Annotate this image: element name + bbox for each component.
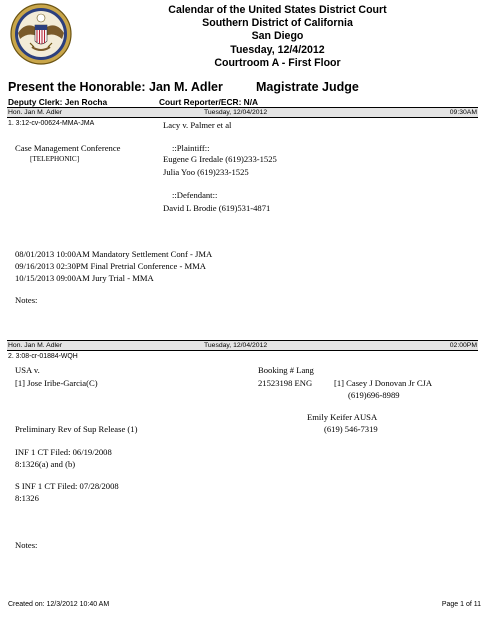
case-time: 02:00PM (449, 342, 477, 349)
district-name: Southern District of California (202, 17, 353, 29)
court-city: San Diego (251, 30, 304, 42)
courtroom: Courtroom A - First Floor (214, 57, 341, 69)
schedule-entry: 10/15/2013 09:00AM Jury Trial - MMA (15, 273, 154, 283)
case-judge: Hon. Jan M. Adler (8, 342, 63, 349)
case-header-bar (7, 107, 478, 117)
defendant-attorney: David L Brodie (619)531-4871 (163, 203, 271, 213)
calendar-title: Calendar of the United States District Court (168, 4, 387, 16)
prosecutor-phone: (619) 546-7319 (324, 424, 378, 434)
case-caption: USA v. (15, 365, 40, 375)
proceeding-mode: [TELEPHONIC] (30, 155, 80, 163)
defense-phone: (619)696-8989 (348, 390, 400, 400)
judge-title: Magistrate Judge (256, 80, 359, 94)
court-reporter: Court Reporter/ECR: N/A (159, 97, 259, 107)
divider (7, 117, 478, 118)
case-judge: Hon. Jan M. Adler (8, 109, 63, 116)
case-number: 1. 3:12-cv-00624-MMA-JMA (8, 120, 95, 127)
plaintiff-heading: ::Plaintiff:: (172, 143, 210, 153)
schedule-entry: 09/16/2013 02:30PM Final Pretrial Conference - MMA (15, 261, 206, 271)
divider (7, 350, 478, 351)
case-caption: Lacy v. Palmer et al (163, 120, 232, 130)
defendant-name: [1] Jose Iribe-Garcia(C) (15, 378, 98, 388)
case-time: 09:30AM (449, 109, 477, 116)
defendant-heading: ::Defendant:: (172, 190, 218, 200)
charge-line: S INF 1 CT Filed: 07/28/2008 (15, 481, 119, 491)
proceeding-type: Preliminary Rev of Sup Release (1) (15, 424, 138, 434)
booking-header: Booking # Lang (258, 365, 314, 375)
case-header-bar (7, 340, 478, 350)
created-timestamp: Created on: 12/3/2012 10:40 AM (8, 601, 110, 608)
notes-label: Notes: (15, 295, 38, 305)
schedule-entry: 08/01/2013 10:00AM Mandatory Settlement Conf - JMA (15, 249, 213, 259)
charge-line: 8:1326 (15, 493, 39, 503)
plaintiff-attorney: Julia Yoo (619)233-1525 (163, 167, 249, 177)
calendar-date: Tuesday, 12/4/2012 (230, 44, 325, 56)
case-date: Tuesday, 12/04/2012 (204, 342, 268, 349)
case-number: 2. 3:08-cr-01884-WQH (8, 353, 78, 360)
booking-number: 21523198 ENG (258, 378, 313, 388)
presiding-judge: Present the Honorable: Jan M. Adler (8, 80, 223, 94)
deputy-clerk: Deputy Clerk: Jen Rocha (8, 97, 108, 107)
charge-line: 8:1326(a) and (b) (15, 459, 76, 469)
defense-attorney: [1] Casey J Donovan Jr CJA (334, 378, 433, 388)
page-number: Page 1 of 11 (441, 601, 481, 608)
prosecutor: Emily Keifer AUSA (307, 412, 378, 422)
proceeding-type: Case Management Conference (15, 143, 121, 153)
charge-line: INF 1 CT Filed: 06/19/2008 (15, 447, 112, 457)
plaintiff-attorney: Eugene G Iredale (619)233-1525 (163, 154, 277, 164)
notes-label: Notes: (15, 540, 38, 550)
case-date: Tuesday, 12/04/2012 (204, 109, 268, 116)
